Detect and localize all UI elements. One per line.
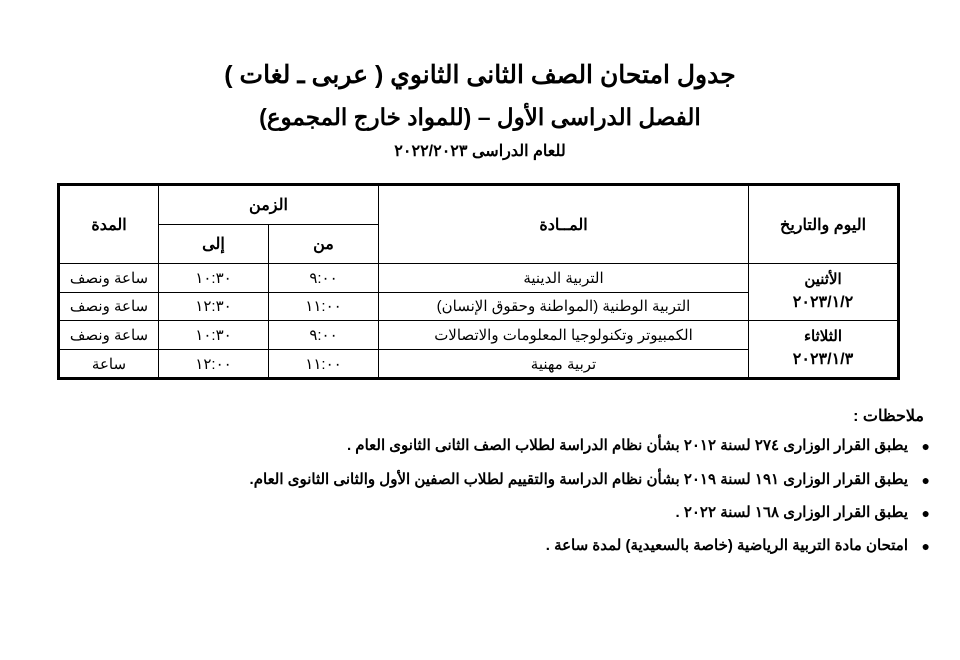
time-from-cell: ١١:٠٠ bbox=[269, 292, 379, 321]
header-day-date: اليوم والتاريخ bbox=[749, 185, 899, 264]
time-to-cell: ١٠:٣٠ bbox=[159, 264, 269, 293]
exam-schedule-table bbox=[57, 183, 900, 380]
time-to-cell: ١٠:٣٠ bbox=[159, 321, 269, 349]
duration-cell: ساعة ونصف bbox=[59, 321, 159, 349]
title-block bbox=[0, 0, 960, 161]
subject-cell: الكمبيوتر وتكنولوجيا المعلومات والاتصالات bbox=[379, 321, 749, 349]
day-name: الأثنين bbox=[804, 271, 842, 289]
day-cell-tuesday bbox=[749, 321, 899, 379]
table-body bbox=[59, 264, 899, 379]
note-text: امتحان مادة التربية الرياضية (خاصة بالسعيدية) لمدة ساعة . bbox=[545, 537, 908, 555]
note-text: يطبق القرار الوزارى ١٦٨ لسنة ٢٠٢٢ . bbox=[675, 503, 908, 521]
day-date: ٢٠٢٣/١/٣ bbox=[792, 351, 854, 369]
academic-year: للعام الدراسى ٢٠٢٢/٢٠٢٣ bbox=[394, 143, 566, 160]
page-title: جدول امتحان الصف الثانى الثانوي ( عربى ـ لغات ) bbox=[224, 61, 736, 89]
schedule-table-wrapper bbox=[60, 183, 900, 380]
note-text: يطبق القرار الوزارى ١٩١ لسنة ٢٠١٩ بشأن نظام الدراسة والتقييم لطلاب الصفين الأول والثانى الثانوى العام. bbox=[249, 470, 908, 488]
bullet-icon: ● bbox=[921, 438, 930, 455]
bullet-icon: ● bbox=[921, 471, 930, 488]
bullet-icon: ● bbox=[921, 538, 930, 555]
duration-cell: ساعة ونصف bbox=[59, 264, 159, 293]
page-subtitle: الفصل الدراسى الأول – (للمواد خارج المجموع) bbox=[259, 104, 701, 131]
notes-title: ملاحظات : bbox=[853, 408, 924, 426]
subject-cell: تربية مهنية bbox=[379, 349, 749, 379]
time-from-cell: ٩:٠٠ bbox=[269, 264, 379, 293]
table-head bbox=[59, 185, 899, 264]
header-from: من bbox=[269, 225, 379, 264]
list-item bbox=[30, 503, 930, 523]
list-item bbox=[30, 470, 930, 490]
day-date: ٢٠٢٣/١/٢ bbox=[792, 294, 854, 312]
subject-cell: التربية الوطنية (المواطنة وحقوق الإنسان) bbox=[379, 292, 749, 321]
time-to-cell: ١٢:٠٠ bbox=[159, 349, 269, 379]
subject-cell: التربية الدينية bbox=[379, 264, 749, 293]
list-item bbox=[30, 536, 930, 556]
header-subject: المــادة bbox=[379, 185, 749, 264]
table-row bbox=[59, 264, 899, 293]
notes-list bbox=[30, 436, 930, 556]
list-item bbox=[30, 436, 930, 456]
header-to: إلى bbox=[159, 225, 269, 264]
duration-cell: ساعة bbox=[59, 349, 159, 379]
bullet-icon: ● bbox=[921, 504, 930, 521]
day-name: الثلاثاء bbox=[803, 328, 842, 346]
time-from-cell: ٩:٠٠ bbox=[269, 321, 379, 349]
table-header-row-1 bbox=[59, 185, 899, 225]
time-to-cell: ١٢:٣٠ bbox=[159, 292, 269, 321]
note-text: يطبق القرار الوزارى ٢٧٤ لسنة ٢٠١٢ بشأن نظام الدراسة لطلاب الصف الثانى الثانوى العام . bbox=[346, 437, 908, 455]
time-from-cell: ١١:٠٠ bbox=[269, 349, 379, 379]
table-row bbox=[59, 321, 899, 349]
day-cell-monday bbox=[749, 264, 899, 321]
header-duration: المدة bbox=[59, 185, 159, 264]
notes-section bbox=[30, 406, 930, 556]
header-time-group: الزمن bbox=[159, 185, 379, 225]
duration-cell: ساعة ونصف bbox=[59, 292, 159, 321]
